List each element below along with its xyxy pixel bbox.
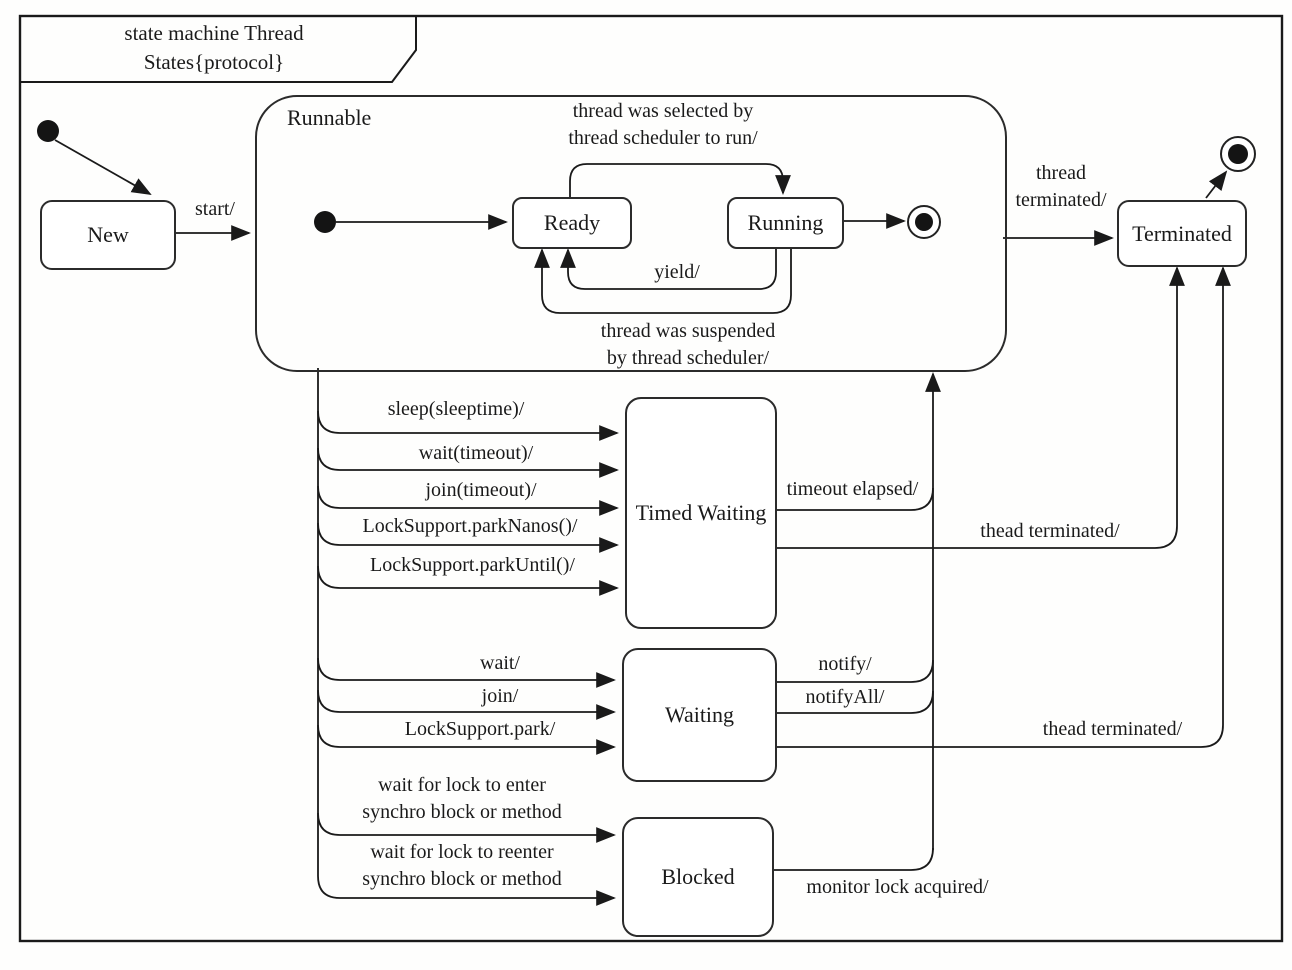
label-reenter [337, 839, 587, 893]
state-new-label: New [87, 222, 129, 247]
label-enter-line1: wait for lock to enter [378, 774, 546, 796]
label-enter-line2: synchro block or method [362, 801, 562, 823]
state-waiting [622, 648, 777, 782]
label-w-thead-terminated: thead terminated/ [1042, 718, 1183, 740]
diagram-title [24, 18, 404, 78]
label-join: join/ [481, 685, 519, 707]
label-tw-thead-terminated: thead terminated/ [980, 520, 1120, 542]
state-running [727, 197, 844, 249]
initial-state-dot [37, 120, 59, 142]
machine-final-state-dot [1228, 144, 1248, 164]
label-suspended-line2: by thread scheduler/ [606, 347, 770, 369]
state-ready-label: Ready [543, 210, 601, 235]
label-notify-all: notifyAll/ [805, 686, 885, 708]
label-yield: yield/ [654, 261, 700, 283]
label-suspended [563, 318, 813, 372]
label-selected-line2: thread scheduler to run/ [568, 127, 758, 149]
label-wait-timeout: wait(timeout)/ [418, 442, 534, 464]
label-park-nanos: LockSupport.parkNanos()/ [362, 515, 578, 537]
state-blocked-label: Blocked [661, 864, 735, 889]
runnable-final-state-dot [915, 213, 933, 231]
machine-final-state [1220, 136, 1256, 172]
label-selected [538, 98, 788, 152]
label-monitor-lock: monitor lock acquired/ [806, 876, 989, 898]
label-sleep: sleep(sleeptime)/ [387, 398, 525, 420]
state-running-label: Running [747, 210, 824, 235]
label-notify: notify/ [818, 653, 872, 675]
state-terminated [1117, 200, 1247, 267]
diagram-title-line2: States{protocol} [143, 50, 285, 74]
label-thread-terminated-line1: thread [1036, 162, 1086, 184]
label-thread-terminated-line2: terminated/ [1015, 189, 1107, 211]
label-start: start/ [195, 198, 235, 220]
runnable-initial-dot [314, 211, 336, 233]
label-timeout-elapsed: timeout elapsed/ [786, 478, 919, 500]
label-thread-terminated [995, 160, 1127, 214]
runnable-final-state [907, 205, 941, 239]
label-park-until: LockSupport.parkUntil()/ [370, 554, 575, 576]
state-waiting-label: Waiting [664, 702, 735, 727]
label-enter [337, 772, 587, 826]
state-ready [512, 197, 632, 249]
state-blocked [622, 817, 774, 937]
label-selected-line1: thread was selected by [572, 100, 754, 122]
state-new [40, 200, 176, 270]
label-suspended-line1: thread was suspended [600, 320, 776, 342]
state-timed-waiting [625, 397, 777, 629]
label-lock-support-park: LockSupport.park/ [404, 718, 556, 740]
label-wait: wait/ [480, 652, 520, 674]
state-runnable-label: Runnable [287, 105, 372, 130]
state-terminated-label: Terminated [1132, 220, 1232, 246]
state-timed-waiting-label: Timed Waiting [635, 500, 767, 525]
label-join-timeout: join(timeout)/ [425, 479, 537, 501]
label-reenter-line1: wait for lock to reenter [370, 841, 554, 863]
diagram-title-line1: state machine Thread [124, 21, 304, 45]
label-reenter-line2: synchro block or method [362, 868, 562, 890]
